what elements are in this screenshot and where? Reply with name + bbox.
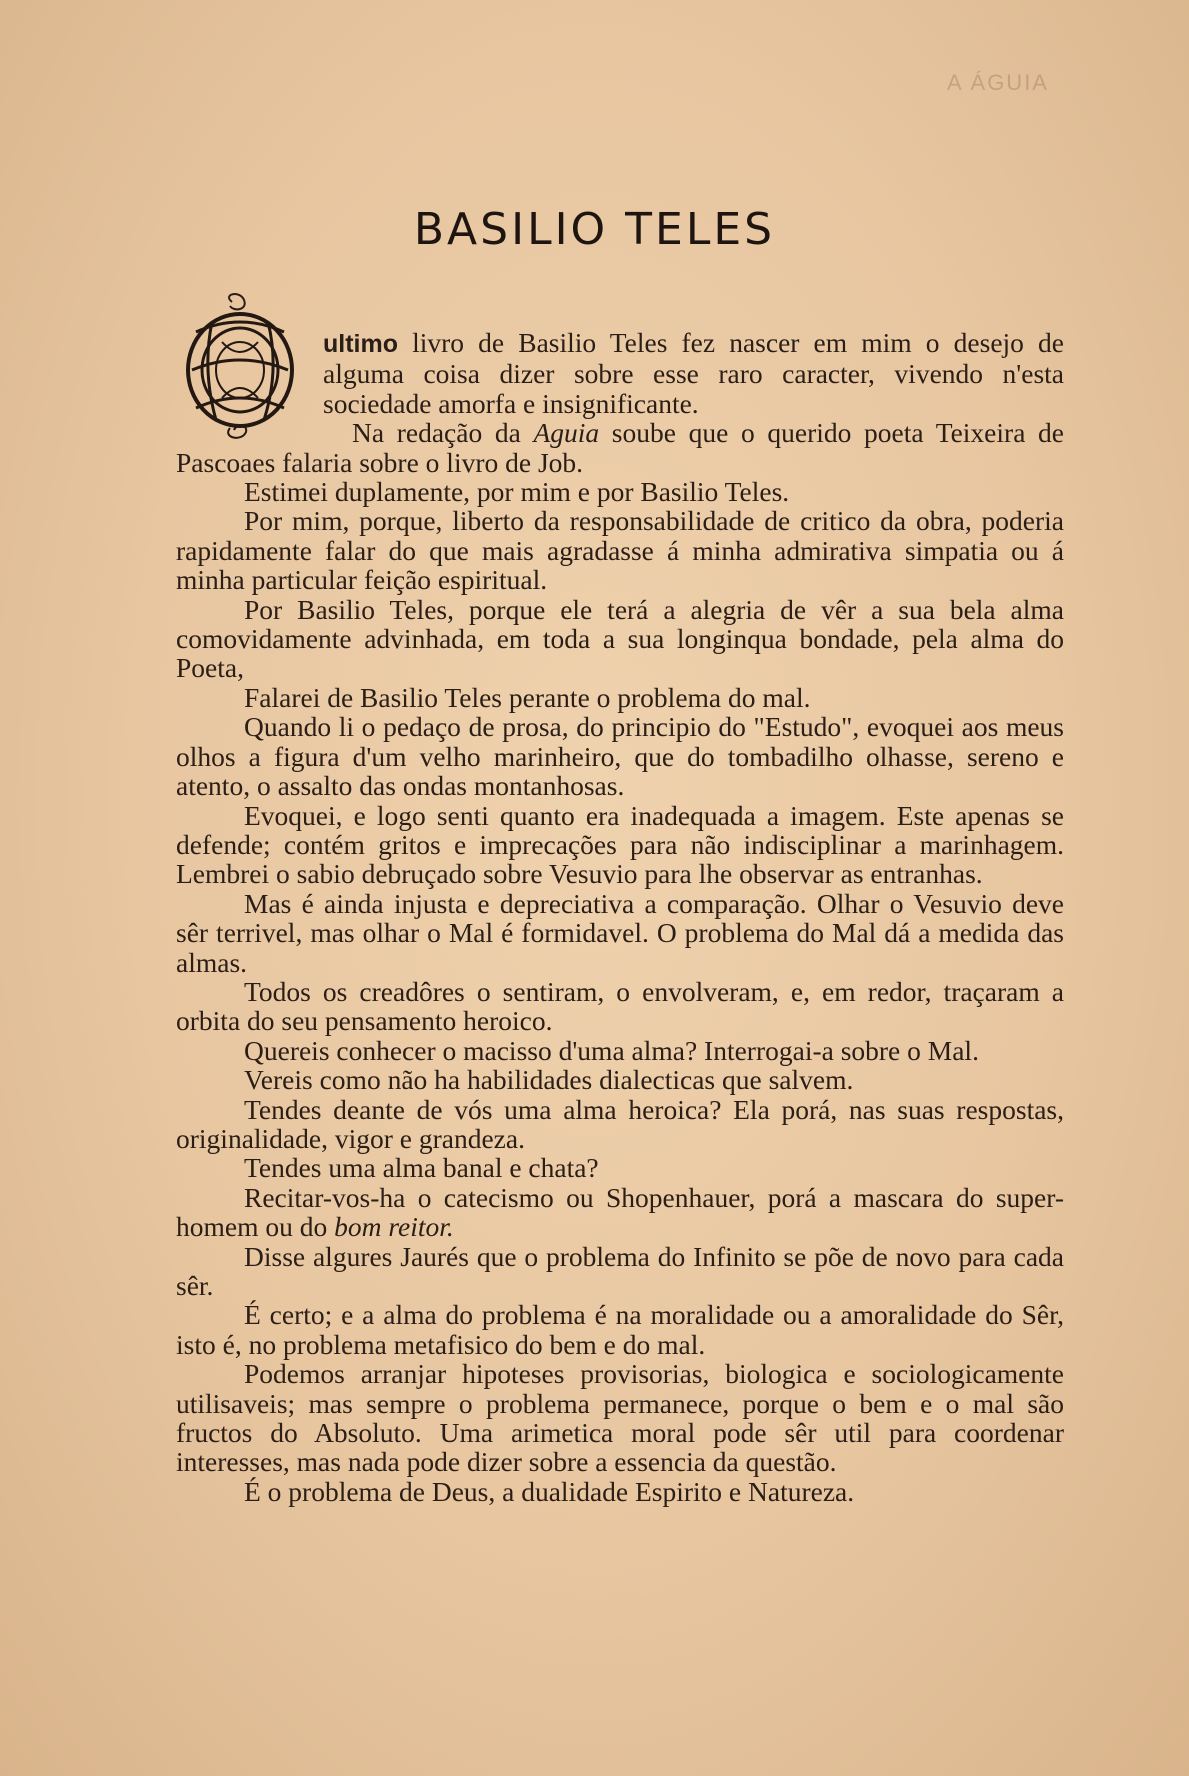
paragraph-12: Vereis como não ha habilidades dialecticas que salvem. bbox=[244, 1064, 854, 1096]
aguia-italic: Aguia bbox=[533, 417, 600, 449]
paragraph-11: Quereis conhecer o macisso d'uma alma? Interrogai-a sobre o Mal. bbox=[244, 1034, 979, 1066]
paragraph-5: Por Basilio Teles, porque ele terá a alegria de vêr a sua bela alma comovidamente advinhada, em toda a sua longinqua bondade, pela alma do Poeta, bbox=[176, 593, 1064, 684]
paragraph-9: Mas é ainda injusta e depreciativa a comparação. Olhar o Vesuvio deve sêr terrivel, mas olhar o Mal é formidavel. O problema do Mal dá a medida das almas. bbox=[176, 887, 1064, 978]
paragraph-14: Tendes uma alma banal e chata? bbox=[244, 1152, 599, 1184]
page-title: BASILIO TELES bbox=[413, 204, 776, 255]
paragraph-3: Estimei duplamente, por mim e por Basilio Teles. bbox=[244, 476, 790, 508]
paragraph-4: Por mim, porque, liberto da responsabilidade de critico da obra, poderia rapidamente falar do que mais agradasse á minha admirativa simpatia ou á minha particular feição espiritual. bbox=[176, 505, 1064, 596]
paragraph-2-after: soube que o querido poeta Teixeira de Pascoaes falaria sobre o livro de Job. bbox=[176, 417, 1064, 478]
paragraph-15-before: Recitar-vos-ha o catecismo ou Shopenhauer, porá a mascara do super-homem ou do bbox=[176, 1181, 1064, 1243]
article-body bbox=[176, 328, 1064, 1506]
initial-letter: O bbox=[239, 299, 245, 306]
paragraph-2 bbox=[176, 418, 1064, 477]
paragraph-8: Evoquei, e logo senti quanto era inadequada a imagem. Este apenas se defende; contém gritos e imprecações para não indisciplinar a marinhagem. Lembrei o sabio debruçado sobre Vesuvio para lhe observar as entranhas. bbox=[176, 799, 1064, 890]
paragraph-16: Disse algures Jaurés que o problema do Infinito se põe de novo para cada sêr. bbox=[176, 1240, 1064, 1301]
paragraph-1-text: livro de Basilio Teles fez nascer em mim o desejo de alguma coisa dizer sobre esse raro caracter, vivendo n'esta sociedade amorfa e insignificante. bbox=[323, 327, 1064, 419]
paragraph-17: É certo; e a alma do problema é na moralidade ou a amoralidade do Sêr, isto é, no problema metafisico do bem e do mal. bbox=[176, 1299, 1064, 1360]
bom-reitor-italic: bom reitor. bbox=[334, 1211, 454, 1243]
paragraph-10: Todos os creadôres o sentiram, o envolveram, e, em redor, traçaram a orbita do seu pensamento heroico. bbox=[176, 975, 1064, 1037]
paragraph-19: É o problema de Deus, a dualidade Espirito e Natureza. bbox=[244, 1475, 855, 1507]
paragraph-18: Podemos arranjar hipoteses provisorias, biologica e sociologicamente utilisaveis; mas sempre o problema permanece, porque o bem e o mal são fructos do Absoluto. Uma arimetica moral pode sêr util para coordenar interesses, mas nada pode dizer sobre a essencia da questão. bbox=[176, 1358, 1064, 1478]
paragraph-6: Falarei de Basilio Teles perante o problema do mal. bbox=[244, 681, 811, 713]
paragraph-13: Tendes deante de vós uma alma heroica? Ela porá, nas suas respostas, originalidade, vigor e grandeza. bbox=[176, 1093, 1064, 1154]
paragraph-15 bbox=[176, 1183, 1064, 1242]
paragraph-2-before: Na redação da bbox=[352, 417, 534, 449]
paragraph-7: Quando li o pedaço de prosa, do principio do "Estudo", evoquei aos meus olhos a figura d'um velho marinheiro, que do tombadilho olhasse, sereno e atento, o assalto das ondas montanhosas. bbox=[176, 711, 1064, 802]
paragraph-1 bbox=[323, 328, 1064, 418]
running-head: A ÁGUIA bbox=[946, 70, 1049, 95]
lead-word: ultimo bbox=[323, 330, 398, 358]
